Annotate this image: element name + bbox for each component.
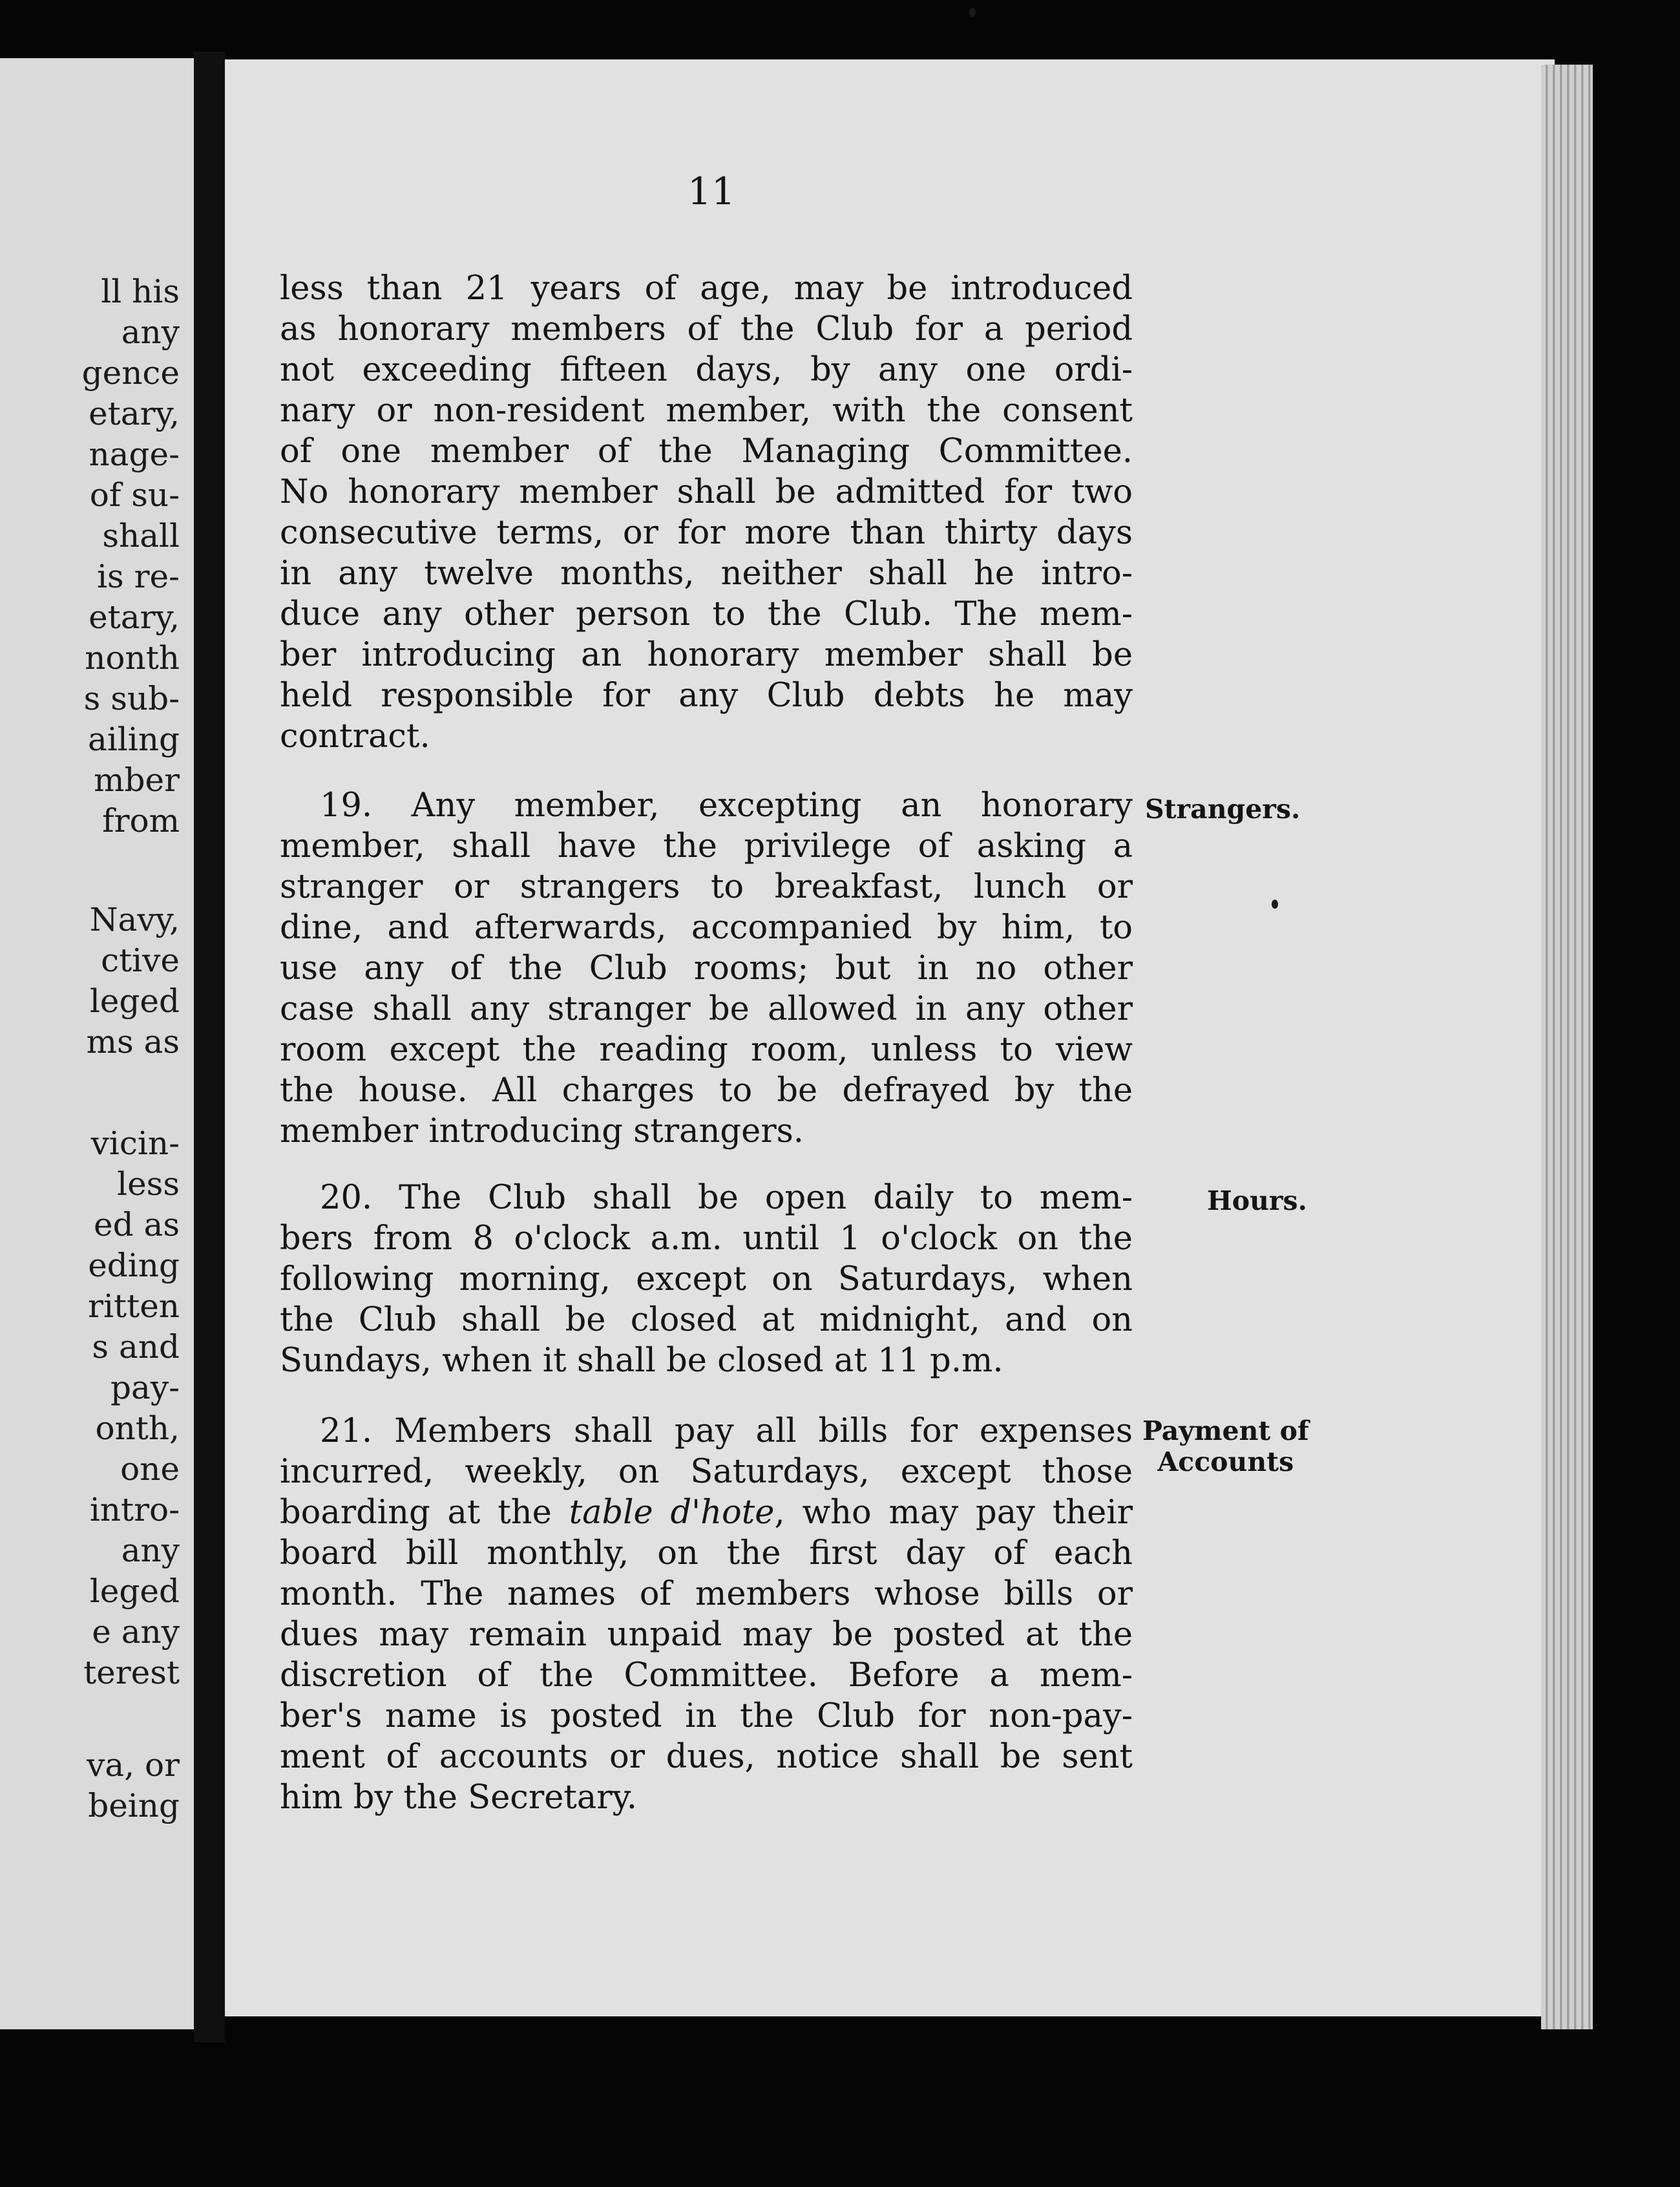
text-line: less than 21 years of age, may be introduced [280,269,1133,308]
page-edge [1541,65,1593,2029]
text-line: board bill monthly, on the first day of each [280,1534,1133,1572]
left-page-line: one [120,1450,180,1488]
text-line: contract. [280,717,430,755]
left-page-line: va, or [87,1746,180,1784]
margin-note-line: Accounts [1157,1446,1294,1477]
left-page-line: nage- [89,436,180,473]
text-line: stranger or strangers to breakfast, lunch or [280,868,1133,906]
text-line: ber's name is posted in the Club for non-pay- [280,1697,1133,1735]
margin-note [1145,794,1300,825]
text-line: ber introducing an honorary member shall be [280,636,1133,674]
left-page-line: ailing [88,721,180,758]
text-line: dues may remain unpaid may be posted at the [280,1616,1133,1654]
text-line: duce any other person to the Club. The mem- [280,595,1133,633]
text-line: as honorary members of the Club for a period [280,310,1133,348]
left-page-line: mber [94,761,180,799]
text-line: following morning, except on Saturdays, when [280,1260,1133,1298]
left-page-line: leged [89,982,180,1020]
text-line: ment of accounts or dues, notice shall be sent [280,1738,1133,1776]
left-page-line: ctive [101,942,180,979]
left-page-line: onth, [95,1410,180,1447]
left-page-line: gence [81,354,180,392]
text-line: not exceeding fifteen days, by any one ordi- [280,351,1133,389]
text-line: member, shall have the privilege of asking a [280,827,1133,865]
left-page-line: nonth [85,639,180,677]
page-number: 11 [688,169,735,213]
left-page-fragment [0,58,194,2029]
left-page-line: eding [88,1247,180,1284]
left-page-line: from [102,802,180,840]
text-line: in any twelve months, neither shall he intro- [280,555,1133,593]
text-line: nary or non-resident member, with the consent [280,392,1133,430]
text-line: boarding at the table d'hote, who may pay their [280,1494,1133,1532]
text-line: 21. Members shall pay all bills for expenses [320,1412,1133,1450]
left-page-line: intro- [89,1491,180,1528]
text-line: the house. All charges to be defrayed by the [280,1072,1133,1110]
left-page-line: of su- [89,476,180,514]
left-page-line: any [121,313,180,351]
text-line: him by the Secretary. [280,1779,637,1817]
text-line: discretion of the Committee. Before a mem- [280,1656,1133,1695]
text-line: held responsible for any Club debts he may [280,677,1133,715]
margin-note [1207,1185,1307,1216]
text-line: the Club shall be closed at midnight, and on [280,1301,1133,1339]
text-line: incurred, weekly, on Saturdays, except those [280,1453,1133,1491]
text-line: dine, and afterwards, accompanied by him, to [280,909,1133,947]
left-page-line: shall [102,517,180,555]
left-page-line: being [88,1787,180,1824]
left-page-line: ll his [101,273,180,310]
left-page-line: vicin- [90,1125,180,1162]
left-page-line: etary, [89,598,180,636]
text-line: consecutive terms, or for more than thirty days [280,514,1133,552]
text-line: 20. The Club shall be open daily to mem- [320,1179,1133,1217]
book-spine [194,52,225,2042]
left-page-line: leged [89,1572,180,1610]
margin-note-line: Hours. [1207,1185,1307,1216]
left-page-line: terest [83,1654,180,1691]
text-line: No honorary member shall be admitted for two [280,473,1133,511]
left-page-line: s sub- [83,680,180,717]
left-page-line: pay- [110,1369,180,1406]
margin-note-line: Strangers. [1145,794,1301,825]
dust-speck [1272,900,1278,909]
left-page-line: etary, [89,395,180,432]
left-page-line: ed as [94,1206,180,1243]
text-line: of one member of the Managing Committee. [280,432,1133,470]
margin-note [1142,1415,1309,1477]
text-line: case shall any stranger be allowed in any other [280,990,1133,1028]
left-page-line: ritten [88,1287,180,1325]
text-line: room except the reading room, unless to view [280,1031,1133,1069]
left-page-line: Navy, [89,901,180,938]
left-page-line: less [117,1165,180,1203]
dust-speck [969,8,976,17]
left-page-line: e any [92,1613,180,1651]
text-line: bers from 8 o'clock a.m. until 1 o'clock on the [280,1220,1133,1258]
left-page-line: ms as [86,1023,180,1061]
left-page-line: is re- [97,558,180,595]
left-page-line: s and [92,1328,180,1366]
margin-note-line: Payment of [1142,1415,1309,1446]
text-line: member introducing strangers. [280,1112,804,1150]
text-line: Sundays, when it shall be closed at 11 p.m. [280,1342,1003,1380]
left-page-line: any [121,1532,180,1569]
text-line: use any of the Club rooms; but in no other [280,949,1133,988]
text-line: month. The names of members whose bills or [280,1575,1133,1613]
text-line: 19. Any member, excepting an honorary [320,787,1133,825]
